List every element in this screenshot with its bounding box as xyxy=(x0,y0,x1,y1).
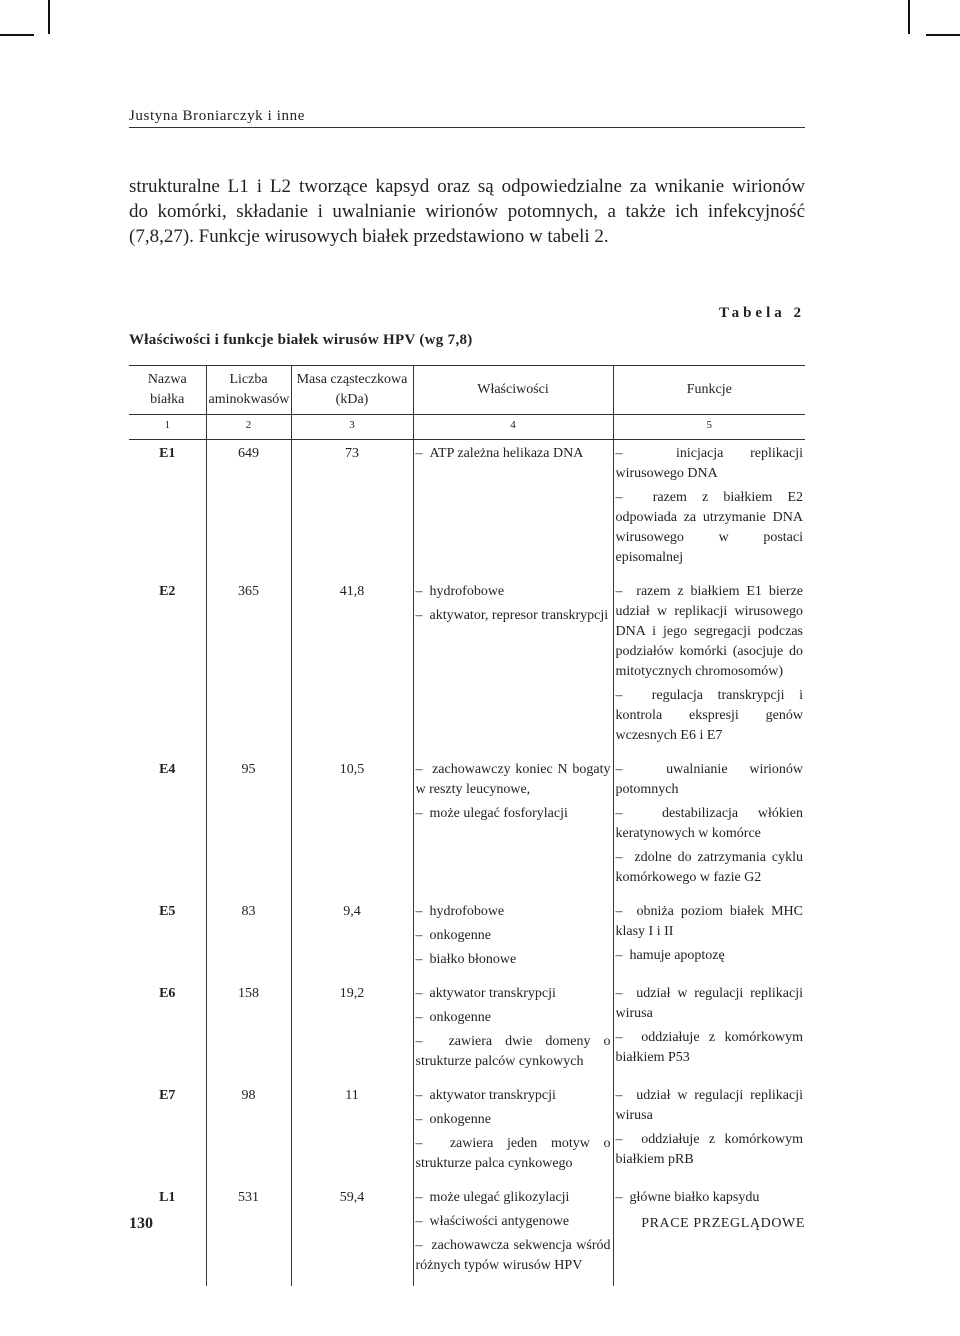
property-item: – białko błonowe xyxy=(416,950,611,970)
table-header-row xyxy=(129,366,805,415)
header-functions: Funkcje xyxy=(613,366,805,415)
function-item: – obniża poziom białek MHC klasy I i II xyxy=(616,902,804,942)
table-label: Tabela 2 xyxy=(718,305,805,321)
functions-list xyxy=(616,760,804,888)
protein-name: E5 xyxy=(159,904,176,919)
table-row xyxy=(129,756,805,898)
function-item: – udział w regulacji replikacji wirusa xyxy=(616,984,804,1024)
properties-list xyxy=(416,760,611,824)
table-row xyxy=(129,440,805,579)
column-number: 4 xyxy=(413,415,613,440)
properties-cell xyxy=(413,756,613,898)
functions-cell xyxy=(613,578,805,756)
journal-name: PRACE PRZEGLĄDOWE xyxy=(641,1216,805,1231)
table-row xyxy=(129,1082,805,1184)
properties-cell xyxy=(413,898,613,980)
functions-list xyxy=(616,1086,804,1170)
amino-acid-count: 158 xyxy=(206,980,291,1082)
protein-name: E1 xyxy=(159,446,176,461)
properties-list xyxy=(416,1188,611,1276)
properties-cell xyxy=(413,440,613,579)
intro-line: strukturalne L1 i L2 tworzące kapsyd oraz są odpowiedzialne za wnikanie wirionów xyxy=(129,176,805,197)
property-item: – zawiera dwie domeny o strukturze palców cynkowych xyxy=(416,1032,611,1072)
property-item: – ATP zależna helikaza DNA xyxy=(416,444,611,464)
properties-list xyxy=(416,984,611,1072)
crop-mark xyxy=(48,0,50,34)
table-row xyxy=(129,578,805,756)
functions-list xyxy=(616,902,804,966)
amino-acid-count: 95 xyxy=(206,756,291,898)
protein-name: E2 xyxy=(159,584,176,599)
intro-line: (7,8,27). Funkcje wirusowych białek przedstawiono w tabeli 2. xyxy=(129,226,609,247)
property-item: – właściwości antygenowe xyxy=(416,1212,611,1232)
protein-name: E6 xyxy=(159,986,176,1001)
property-item: – zawiera jeden motyw o strukturze palca cynkowego xyxy=(416,1134,611,1174)
functions-cell xyxy=(613,756,805,898)
properties-list xyxy=(416,902,611,970)
protein-table xyxy=(129,366,805,1286)
property-item: – aktywator, represor transkrypcji xyxy=(416,606,611,626)
function-item: – razem z białkiem E2 odpowiada za utrzymanie DNA wirusowego w postaci episomalnej xyxy=(616,488,804,568)
molecular-mass: 19,2 xyxy=(291,980,413,1082)
function-item: – inicjacja replikacji wirusowego DNA xyxy=(616,444,804,484)
molecular-mass: 9,4 xyxy=(291,898,413,980)
property-item: – zachowawcza sekwencja wśród różnych typów wirusów HPV xyxy=(416,1236,611,1276)
properties-list xyxy=(416,1086,611,1174)
functions-list xyxy=(616,444,804,568)
amino-acid-count: 649 xyxy=(206,440,291,579)
function-item: – udział w regulacji replikacji wirusa xyxy=(616,1086,804,1126)
column-number: 1 xyxy=(129,415,206,440)
molecular-mass: 10,5 xyxy=(291,756,413,898)
functions-list xyxy=(616,582,804,746)
header-rule xyxy=(129,127,805,128)
properties-list xyxy=(416,582,611,626)
table-caption: Właściwości i funkcje białek wirusów HPV (wg 7,8) xyxy=(129,332,473,348)
intro-line: do komórki, składanie i uwalnianie wirionów potomnych, a także ich infekcyjność xyxy=(129,201,805,222)
amino-acid-count: 83 xyxy=(206,898,291,980)
protein-name: E4 xyxy=(159,762,176,777)
column-number: 5 xyxy=(613,415,805,440)
functions-list xyxy=(616,1188,804,1208)
column-number: 3 xyxy=(291,415,413,440)
functions-cell xyxy=(613,980,805,1082)
function-item: – destabilizacja włókien keratynowych w komórce xyxy=(616,804,804,844)
page-number: 130 xyxy=(129,1215,153,1232)
functions-cell xyxy=(613,1184,805,1286)
property-item: – aktywator transkrypcji xyxy=(416,1086,611,1106)
property-item: – hydrofobowe xyxy=(416,902,611,922)
property-item: – może ulegać fosforylacji xyxy=(416,804,611,824)
properties-cell xyxy=(413,1184,613,1286)
property-item: – może ulegać glikozylacji xyxy=(416,1188,611,1208)
properties-cell xyxy=(413,578,613,756)
table-row xyxy=(129,980,805,1082)
function-item: – oddziałuje z komórkowym białkiem P53 xyxy=(616,1028,804,1068)
table-row xyxy=(129,898,805,980)
functions-list xyxy=(616,984,804,1068)
molecular-mass: 11 xyxy=(291,1082,413,1184)
property-item: – onkogenne xyxy=(416,1008,611,1028)
table-row xyxy=(129,1184,805,1286)
property-item: – zachowawczy koniec N bogaty w reszty leucynowe, xyxy=(416,760,611,800)
properties-cell xyxy=(413,980,613,1082)
protein-name: E7 xyxy=(159,1088,176,1103)
function-item: – oddziałuje z komórkowym białkiem pRB xyxy=(616,1130,804,1170)
functions-cell xyxy=(613,1082,805,1184)
properties-list xyxy=(416,444,611,464)
molecular-mass: 59,4 xyxy=(291,1184,413,1286)
property-item: – hydrofobowe xyxy=(416,582,611,602)
function-item: – zdolne do zatrzymania cyklu komórkowego w fazie G2 xyxy=(616,848,804,888)
column-number-row xyxy=(129,415,805,440)
property-item: – aktywator transkrypcji xyxy=(416,984,611,1004)
property-item: – onkogenne xyxy=(416,1110,611,1130)
function-item: – uwalnianie wirionów potomnych xyxy=(616,760,804,800)
function-item: – regulacja transkrypcji i kontrola ekspresji genów wczesnych E6 i E7 xyxy=(616,686,804,746)
molecular-mass: 41,8 xyxy=(291,578,413,756)
amino-acid-count: 98 xyxy=(206,1082,291,1184)
function-item: – hamuje apoptozę xyxy=(616,946,804,966)
protein-name: L1 xyxy=(159,1190,176,1205)
functions-cell xyxy=(613,440,805,579)
properties-cell xyxy=(413,1082,613,1184)
amino-acid-count: 365 xyxy=(206,578,291,756)
crop-mark xyxy=(908,0,910,34)
functions-cell xyxy=(613,898,805,980)
function-item: – główne białko kapsydu xyxy=(616,1188,804,1208)
crop-mark xyxy=(926,34,960,36)
header-name: Nazwa białka xyxy=(129,366,206,415)
header-mass: Masa cząsteczkowa (kDa) xyxy=(291,366,413,415)
molecular-mass: 73 xyxy=(291,440,413,579)
column-number: 2 xyxy=(206,415,291,440)
crop-mark xyxy=(0,34,34,36)
running-head: Justyna Broniarczyk i inne xyxy=(129,108,305,124)
table-body xyxy=(129,440,805,1287)
function-item: – razem z białkiem E1 bierze udział w replikacji wirusowego DNA i jego segregacji podczas podziałów komórki (asocjuje do mitotycznych chromosomów) xyxy=(616,582,804,682)
header-amino-acids: Liczba aminokwasów xyxy=(206,366,291,415)
intro-paragraph xyxy=(129,174,805,249)
header-properties: Właściwości xyxy=(413,366,613,415)
amino-acid-count: 531 xyxy=(206,1184,291,1286)
property-item: – onkogenne xyxy=(416,926,611,946)
